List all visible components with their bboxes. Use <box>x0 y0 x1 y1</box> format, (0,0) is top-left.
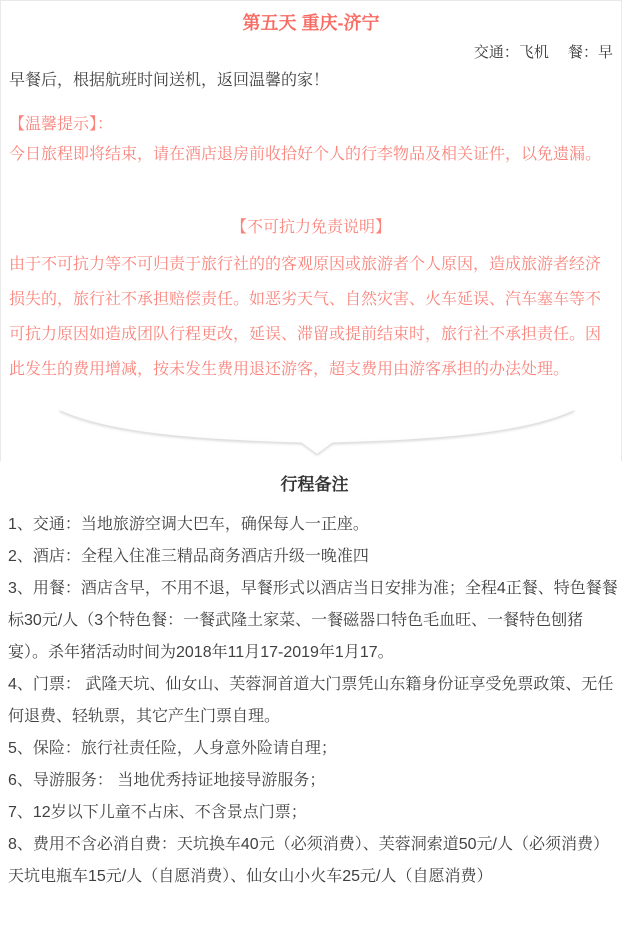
notes-title: 行程备注 <box>280 475 349 494</box>
notes-section <box>0 473 629 893</box>
force-majeure-section <box>9 214 613 387</box>
note-item-children: 7、12岁以下儿童不占床、不含景点门票； <box>8 804 307 821</box>
force-majeure-heading: 【不可抗力免责说明】 <box>230 219 391 236</box>
day-title: 第五天 重庆-济宁 <box>242 13 380 33</box>
warm-tip-section <box>9 110 613 170</box>
transport-meal-meta: 交通：飞机 餐：早 <box>473 44 613 61</box>
note-item-meals: 3、用餐：酒店含早，不用不退，早餐形式以酒店当日安排为准；全程4正餐、特色餐餐标30元/人（3个特色餐：一餐武隆土家菜、一餐磁器口特色毛血旺、一餐特色刨猪宴）。杀年猪活动时间为2018年11月17-2019年1月17。 <box>8 580 618 661</box>
note-item-transport: 1、交通：当地旅游空调大巴车，确保每人一正座。 <box>8 516 369 533</box>
force-majeure-body: 由于不可抗力等不可归责于旅行社的的客观原因或旅游者个人原因，造成旅游者经济损失的，旅行社不承担赔偿责任。如恶劣天气、自然灾害、火车延误、汽车塞车等不可抗力原因如造成团队行程更改，延误、滞留或提前结束时，旅行社不承担责任。因此发生的费用增减，按未发生费用退还游客，超支费用由游客承担的办法处理。 <box>9 256 602 378</box>
swallow-tail-divider-graphic <box>9 399 613 461</box>
day-section-card <box>0 0 622 461</box>
note-item-tickets: 4、门票： 武隆天坑、仙女山、芙蓉洞首道大门票凭山东籍身份证享受免票政策、无任何退费、轻轨票，其它产生门票自理。 <box>8 676 614 725</box>
note-item-hotel: 2、酒店：全程入住准三精品商务酒店升级一晚准四 <box>8 548 369 565</box>
day-description: 早餐后，根据航班时间送机，返回温馨的家！ <box>9 72 330 89</box>
note-item-fees: 8、费用不含必消自费：天坑换车40元（必须消费）、芙蓉洞索道50元/人（必须消费）天坑电瓶车15元/人（自愿消费）、仙女山小火车25元/人（自愿消费） <box>8 836 609 885</box>
note-item-insurance: 5、保险：旅行社责任险，人身意外险请自理； <box>8 740 337 757</box>
swallow-tail-divider <box>9 399 613 461</box>
warm-tip-body: 今日旅程即将结束，请在酒店退房前收拾好个人的行李物品及相关证件，以免遗漏。 <box>9 146 602 163</box>
warm-tip-heading: 【温馨提示】： <box>9 116 114 133</box>
note-item-guide: 6、导游服务： 当地优秀持证地接导游服务； <box>8 772 326 789</box>
